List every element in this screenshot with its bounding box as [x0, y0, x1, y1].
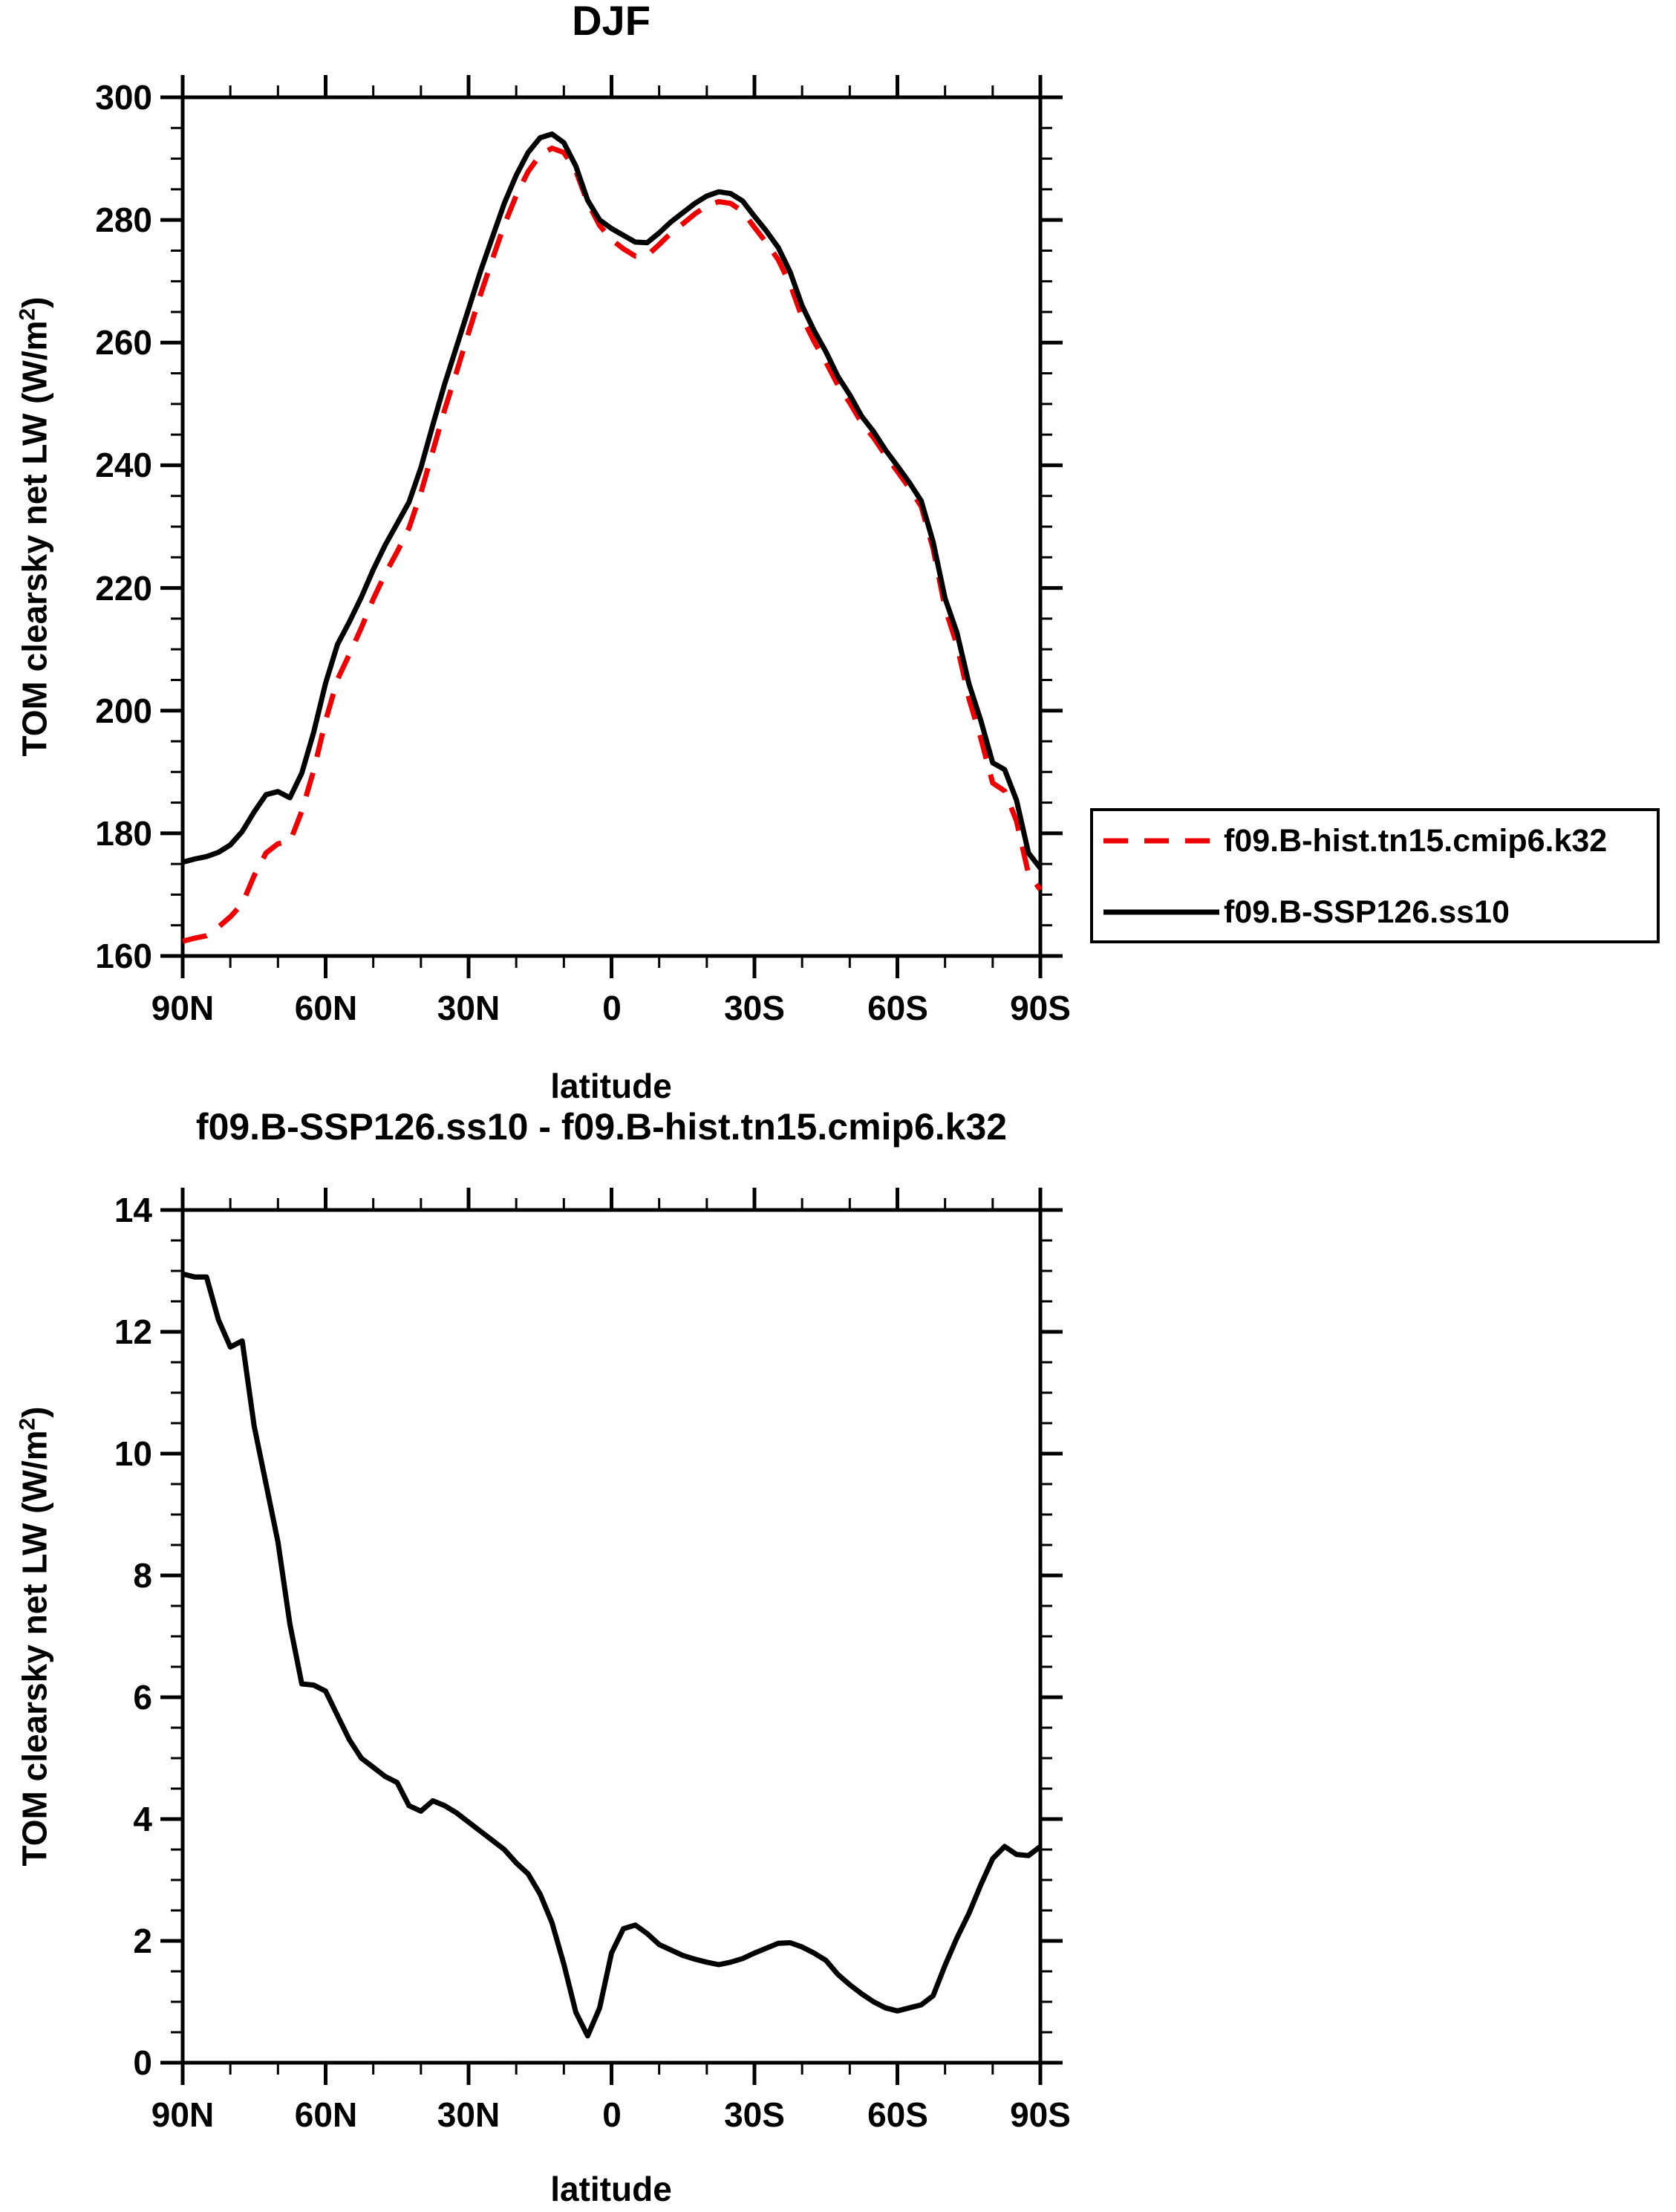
bottom-y-axis-label — [8, 1406, 53, 1866]
top-curve-f09-b-ssp126-ss10 — [183, 134, 1040, 868]
top-y-tick-label: 240 — [95, 446, 152, 484]
legend-dashed-line-sample — [1102, 823, 1221, 859]
top-x-tick-label: 60S — [867, 989, 928, 1027]
bottom-y-tick-label: 2 — [133, 1922, 152, 1960]
top-x-tick-label: 90N — [151, 989, 215, 1027]
top-y-tick-label: 180 — [95, 814, 152, 853]
top-y-tick-label: 200 — [95, 692, 152, 730]
bottom-y-tick-label: 8 — [133, 1556, 152, 1595]
top-x-tick-label: 30N — [437, 989, 500, 1027]
legend-entry-ssp — [1102, 894, 1510, 930]
bottom-plot-frame — [183, 1210, 1040, 2063]
top-y-axis-label — [8, 296, 53, 756]
legend-label-hist: f09.B-hist.tn15.cmip6.k32 — [1224, 822, 1608, 859]
top-y-tick-label: 220 — [95, 569, 152, 608]
top-curve-f09-b-hist-tn15-cmip6-k32 — [183, 149, 1040, 942]
top-x-tick-label: 60N — [294, 989, 358, 1027]
top-y-tick-label: 300 — [95, 78, 152, 117]
legend-label-ssp: f09.B-SSP126.ss10 — [1224, 894, 1510, 930]
bottom-x-tick-label: 30N — [437, 2095, 500, 2134]
top-y-tick-label: 160 — [95, 937, 152, 975]
bottom-y-tick-label: 14 — [114, 1191, 152, 1229]
bottom-x-tick-label: 90S — [1010, 2095, 1071, 2134]
bottom-x-tick-label: 60N — [294, 2095, 358, 2134]
bottom-y-axis-label-close: ) — [15, 1406, 54, 1418]
legend-solid-line-sample — [1102, 894, 1221, 930]
top-y-axis-label-close: ) — [15, 296, 54, 308]
bottom-x-tick-label: 90N — [151, 2095, 215, 2134]
top-x-tick-label: 0 — [602, 989, 622, 1027]
bottom-curve-f09-b-ssp126-ss10-f09-b-hist-tn15-cmip6-k32 — [183, 1274, 1040, 2036]
bottom-y-tick-label: 6 — [133, 1678, 152, 1717]
legend-box — [1090, 808, 1660, 943]
bottom-panel-title: f09.B-SSP126.ss10 - f09.B-hist.tn15.cmip6.k32 — [195, 1106, 1008, 1148]
top-y-tick-label: 260 — [95, 323, 152, 362]
top-panel-title: DJF — [572, 0, 650, 44]
bottom-y-tick-label: 10 — [114, 1434, 152, 1473]
bottom-x-tick-label: 60S — [867, 2095, 928, 2134]
top-y-tick-label: 280 — [95, 201, 152, 239]
bottom-y-tick-label: 12 — [114, 1312, 152, 1351]
bottom-y-tick-label: 0 — [133, 2043, 152, 2082]
bottom-y-axis-label-text: TOM clearsky net LW (W/m — [15, 1430, 54, 1867]
top-x-tick-label: 90S — [1010, 989, 1071, 1027]
bottom-x-tick-label: 0 — [602, 2095, 622, 2134]
bottom-y-tick-label: 4 — [133, 1800, 152, 1838]
top-x-tick-label: 30S — [724, 989, 785, 1027]
bottom-y-axis-label-sup: 2 — [15, 1417, 40, 1431]
bottom-x-axis-label: latitude — [550, 2170, 672, 2208]
top-x-axis-label: latitude — [550, 1067, 672, 1105]
bottom-x-tick-label: 30S — [724, 2095, 785, 2134]
top-y-axis-label-text: TOM clearsky net LW (W/m — [15, 320, 54, 757]
top-y-axis-label-sup: 2 — [15, 308, 40, 321]
legend-entry-hist — [1102, 823, 1607, 859]
